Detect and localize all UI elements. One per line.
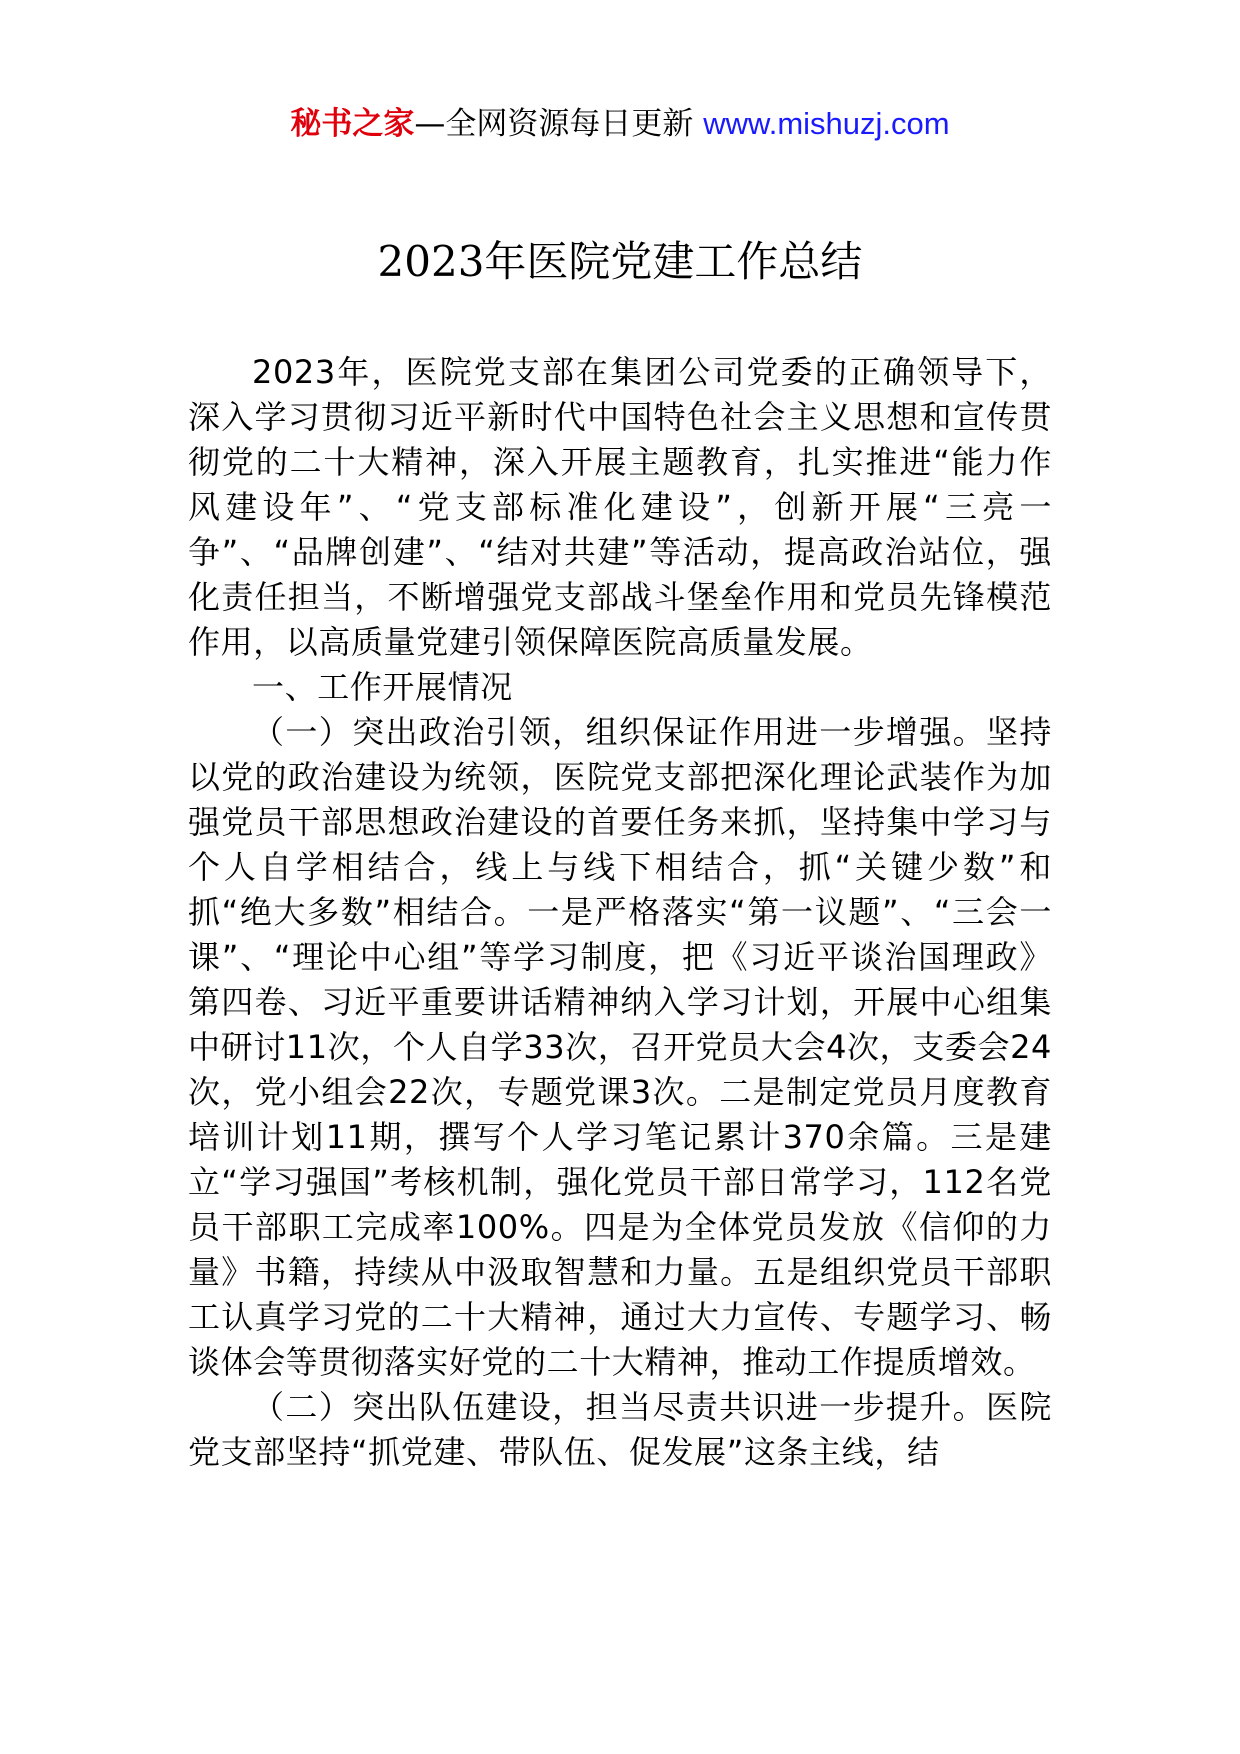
subsection-2-paragraph: （二）突出队伍建设，担当尽责共识进一步提升。医院党支部坚持“抓党建、带队伍、促发展”这条主线，结: [188, 1388, 1052, 1471]
site-slogan: —全网资源每日更新: [414, 106, 694, 142]
document-title: 2023年医院党建工作总结: [377, 237, 863, 286]
site-url-link[interactable]: www.mishuzj.com: [703, 106, 950, 141]
site-brand: 秘书之家: [290, 106, 415, 142]
site-header: [0, 100, 1240, 148]
subsection-1-paragraph: （一）突出政治引领，组织保证作用进一步增强。坚持以党的政治建设为统领，医院党支部把深化理论武装作为加强党员干部思想政治建设的首要任务来抓，坚持集中学习与个人自学相结合，线上与线下相结合，抓“关键少数”和抓“绝大多数”相结合。一是严格落实“第一议题”、“三会一课”、“理论中心组”等学习制度，把《习近平谈治国理政》第四卷、习近平重要讲话精神纳入学习计划，开展中心组集中研讨11次，个人自学33次，召开党员大会4次，支委会24次，党小组会22次，专题党课3次。二是制定党员月度教育培训计划11期，撰写个人学习笔记累计370余篇。三是建立“学习强国”考核机制，强化党员干部日常学习，112名党员干部职工完成率100%。四是为全体党员发放《信仰的力量》书籍，持续从中汲取智慧和力量。五是组织党员干部职工认真学习党的二十大精神，通过大力宣传、专题学习、畅谈体会等贯彻落实好党的二十大精神，推动工作提质增效。: [188, 713, 1052, 1381]
section-heading: 一、工作开展情况: [252, 668, 513, 706]
intro-paragraph: 2023年，医院党支部在集团公司党委的正确领导下，深入学习贯彻习近平新时代中国特色社会主义思想和宣传贯彻党的二十大精神，深入开展主题教育，扎实推进“能力作风建设年”、“党支部标准化建设”，创新开展“三亮一争”、“品牌创建”、“结对共建”等活动，提高政治站位，强化责任担当，不断增强党支部战斗堡垒作用和党员先锋模范作用，以高质量党建引领保障医院高质量发展。: [188, 353, 1052, 661]
document-body: [188, 350, 1052, 1475]
